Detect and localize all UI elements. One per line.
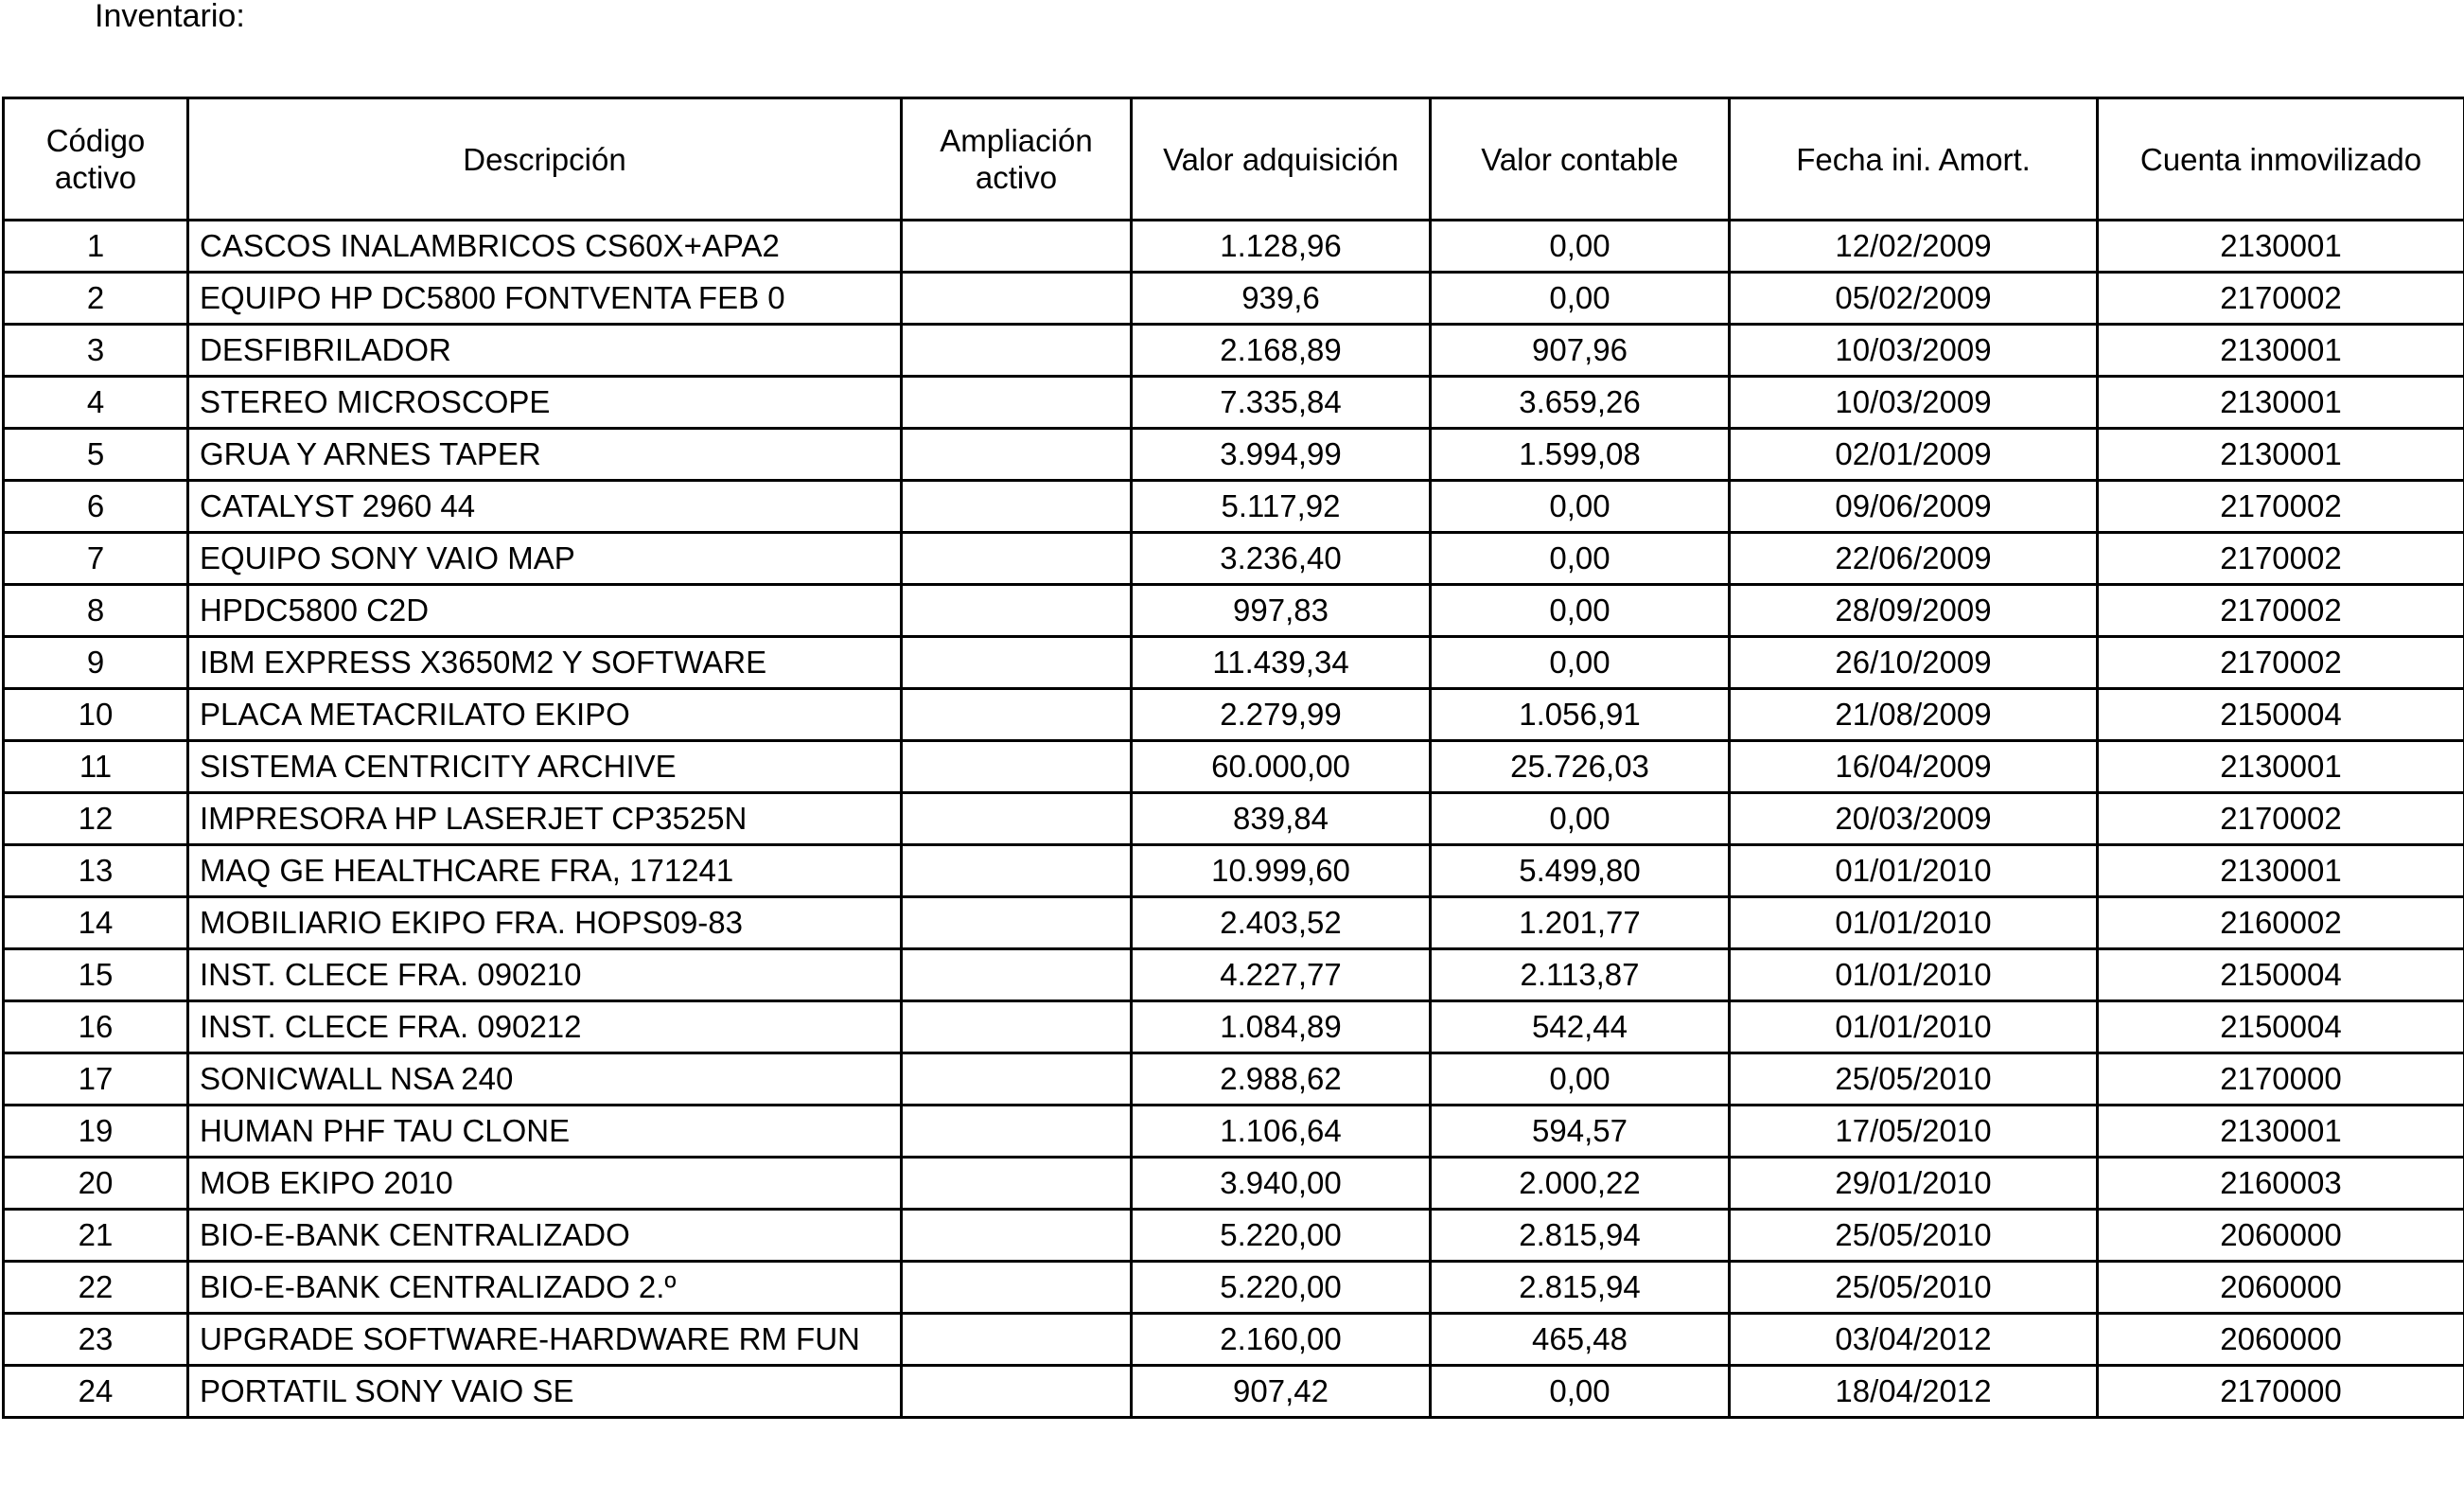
- cell-codigo: 8: [4, 585, 188, 637]
- header-valor-contable: Valor contable: [1431, 98, 1730, 221]
- cell-valor-contable: 0,00: [1431, 1053, 1730, 1106]
- cell-valor-contable: 465,48: [1431, 1314, 1730, 1366]
- table-row: [4, 1314, 2464, 1366]
- cell-fecha: 28/09/2009: [1730, 585, 2098, 637]
- cell-cuenta: 2130001: [2098, 221, 2464, 273]
- cell-fecha: 20/03/2009: [1730, 793, 2098, 845]
- cell-codigo: 23: [4, 1314, 188, 1366]
- cell-valor-adquisicion: 997,83: [1132, 585, 1431, 637]
- cell-cuenta: 2130001: [2098, 325, 2464, 377]
- cell-valor-adquisicion: 2.988,62: [1132, 1053, 1431, 1106]
- cell-fecha: 21/08/2009: [1730, 689, 2098, 741]
- cell-valor-contable: 0,00: [1431, 533, 1730, 585]
- cell-cuenta: 2130001: [2098, 429, 2464, 481]
- cell-cuenta: 2060000: [2098, 1262, 2464, 1314]
- cell-fecha: 01/01/2010: [1730, 845, 2098, 897]
- cell-descripcion: CASCOS INALAMBRICOS CS60X+APA2: [188, 221, 902, 273]
- table-row: [4, 1262, 2464, 1314]
- cell-cuenta: 2170000: [2098, 1366, 2464, 1418]
- table-row: [4, 429, 2464, 481]
- table-row: [4, 1001, 2464, 1053]
- cell-cuenta: 2170002: [2098, 793, 2464, 845]
- cell-ampliacion: [902, 1106, 1132, 1158]
- cell-codigo: 13: [4, 845, 188, 897]
- cell-valor-contable: 0,00: [1431, 585, 1730, 637]
- cell-codigo: 22: [4, 1262, 188, 1314]
- cell-descripcion: CATALYST 2960 44: [188, 481, 902, 533]
- cell-fecha: 03/04/2012: [1730, 1314, 2098, 1366]
- cell-descripcion: UPGRADE SOFTWARE-HARDWARE RM FUN: [188, 1314, 902, 1366]
- cell-ampliacion: [902, 533, 1132, 585]
- cell-fecha: 25/05/2010: [1730, 1210, 2098, 1262]
- cell-valor-contable: 25.726,03: [1431, 741, 1730, 793]
- cell-descripcion: EQUIPO SONY VAIO MAP: [188, 533, 902, 585]
- cell-valor-adquisicion: 7.335,84: [1132, 377, 1431, 429]
- cell-ampliacion: [902, 585, 1132, 637]
- cell-cuenta: 2150004: [2098, 949, 2464, 1001]
- cell-descripcion: GRUA Y ARNES TAPER: [188, 429, 902, 481]
- cell-valor-contable: 0,00: [1431, 481, 1730, 533]
- cell-valor-contable: 1.599,08: [1431, 429, 1730, 481]
- cell-descripcion: HPDC5800 C2D: [188, 585, 902, 637]
- table-row: [4, 1053, 2464, 1106]
- header-codigo-activo: Código activo: [4, 98, 188, 221]
- cell-valor-contable: 1.056,91: [1431, 689, 1730, 741]
- cell-valor-adquisicion: 4.227,77: [1132, 949, 1431, 1001]
- cell-descripcion: PORTATIL SONY VAIO SE: [188, 1366, 902, 1418]
- cell-codigo: 9: [4, 637, 188, 689]
- cell-valor-contable: 2.113,87: [1431, 949, 1730, 1001]
- cell-valor-contable: 542,44: [1431, 1001, 1730, 1053]
- cell-descripcion: HUMAN PHF TAU CLONE: [188, 1106, 902, 1158]
- cell-valor-contable: 1.201,77: [1431, 897, 1730, 949]
- cell-cuenta: 2170002: [2098, 481, 2464, 533]
- cell-ampliacion: [902, 637, 1132, 689]
- cell-codigo: 21: [4, 1210, 188, 1262]
- cell-descripcion: BIO-E-BANK CENTRALIZADO: [188, 1210, 902, 1262]
- table-row: [4, 845, 2464, 897]
- cell-fecha: 25/05/2010: [1730, 1053, 2098, 1106]
- cell-codigo: 19: [4, 1106, 188, 1158]
- cell-cuenta: 2060000: [2098, 1210, 2464, 1262]
- table-row: [4, 741, 2464, 793]
- cell-fecha: 12/02/2009: [1730, 221, 2098, 273]
- table-row: [4, 897, 2464, 949]
- cell-fecha: 05/02/2009: [1730, 273, 2098, 325]
- cell-valor-adquisicion: 10.999,60: [1132, 845, 1431, 897]
- cell-ampliacion: [902, 741, 1132, 793]
- cell-descripcion: IMPRESORA HP LASERJET CP3525N: [188, 793, 902, 845]
- table-row: [4, 1158, 2464, 1210]
- table-row: [4, 221, 2464, 273]
- cell-valor-adquisicion: 3.236,40: [1132, 533, 1431, 585]
- cell-codigo: 24: [4, 1366, 188, 1418]
- cell-ampliacion: [902, 1001, 1132, 1053]
- cell-cuenta: 2130001: [2098, 845, 2464, 897]
- cell-codigo: 14: [4, 897, 188, 949]
- cell-cuenta: 2160002: [2098, 897, 2464, 949]
- cell-fecha: 09/06/2009: [1730, 481, 2098, 533]
- cell-valor-contable: 0,00: [1431, 793, 1730, 845]
- cell-valor-adquisicion: 5.220,00: [1132, 1262, 1431, 1314]
- cell-codigo: 2: [4, 273, 188, 325]
- cell-fecha: 17/05/2010: [1730, 1106, 2098, 1158]
- cell-ampliacion: [902, 1053, 1132, 1106]
- page-title: Inventario:: [95, 0, 245, 34]
- cell-codigo: 3: [4, 325, 188, 377]
- cell-fecha: 01/01/2010: [1730, 897, 2098, 949]
- cell-codigo: 7: [4, 533, 188, 585]
- cell-cuenta: 2170002: [2098, 585, 2464, 637]
- cell-ampliacion: [902, 845, 1132, 897]
- cell-cuenta: 2170002: [2098, 533, 2464, 585]
- cell-codigo: 10: [4, 689, 188, 741]
- cell-codigo: 20: [4, 1158, 188, 1210]
- cell-ampliacion: [902, 429, 1132, 481]
- cell-fecha: 25/05/2010: [1730, 1262, 2098, 1314]
- table-row: [4, 377, 2464, 429]
- cell-valor-adquisicion: 839,84: [1132, 793, 1431, 845]
- cell-descripcion: SONICWALL NSA 240: [188, 1053, 902, 1106]
- cell-valor-adquisicion: 2.279,99: [1132, 689, 1431, 741]
- cell-descripcion: BIO-E-BANK CENTRALIZADO 2.º: [188, 1262, 902, 1314]
- cell-cuenta: 2170002: [2098, 637, 2464, 689]
- cell-codigo: 12: [4, 793, 188, 845]
- table-row: [4, 325, 2464, 377]
- cell-ampliacion: [902, 481, 1132, 533]
- cell-valor-adquisicion: 2.160,00: [1132, 1314, 1431, 1366]
- cell-descripcion: EQUIPO HP DC5800 FONTVENTA FEB 0: [188, 273, 902, 325]
- cell-valor-contable: 2.000,22: [1431, 1158, 1730, 1210]
- cell-codigo: 11: [4, 741, 188, 793]
- cell-codigo: 4: [4, 377, 188, 429]
- table-row: [4, 793, 2464, 845]
- cell-valor-contable: 2.815,94: [1431, 1210, 1730, 1262]
- table-row: [4, 533, 2464, 585]
- cell-descripcion: IBM EXPRESS X3650M2 Y SOFTWARE: [188, 637, 902, 689]
- header-descripcion: Descripción: [188, 98, 902, 221]
- cell-cuenta: 2170000: [2098, 1053, 2464, 1106]
- cell-ampliacion: [902, 949, 1132, 1001]
- cell-ampliacion: [902, 325, 1132, 377]
- cell-cuenta: 2160003: [2098, 1158, 2464, 1210]
- cell-codigo: 1: [4, 221, 188, 273]
- cell-cuenta: 2130001: [2098, 1106, 2464, 1158]
- cell-valor-adquisicion: 60.000,00: [1132, 741, 1431, 793]
- table-row: [4, 1366, 2464, 1418]
- cell-valor-contable: 907,96: [1431, 325, 1730, 377]
- cell-cuenta: 2130001: [2098, 377, 2464, 429]
- cell-valor-adquisicion: 3.994,99: [1132, 429, 1431, 481]
- cell-fecha: 02/01/2009: [1730, 429, 2098, 481]
- cell-descripcion: MOB EKIPO 2010: [188, 1158, 902, 1210]
- cell-ampliacion: [902, 273, 1132, 325]
- cell-fecha: 26/10/2009: [1730, 637, 2098, 689]
- cell-valor-contable: 0,00: [1431, 273, 1730, 325]
- cell-valor-adquisicion: 2.403,52: [1132, 897, 1431, 949]
- cell-fecha: 10/03/2009: [1730, 325, 2098, 377]
- table-row: [4, 481, 2464, 533]
- cell-descripcion: INST. CLECE FRA. 090210: [188, 949, 902, 1001]
- cell-ampliacion: [902, 1366, 1132, 1418]
- inventory-table: [2, 97, 2464, 1419]
- cell-fecha: 01/01/2010: [1730, 949, 2098, 1001]
- cell-valor-adquisicion: 1.128,96: [1132, 221, 1431, 273]
- cell-ampliacion: [902, 1314, 1132, 1366]
- cell-valor-adquisicion: 5.117,92: [1132, 481, 1431, 533]
- cell-valor-adquisicion: 1.084,89: [1132, 1001, 1431, 1053]
- cell-valor-adquisicion: 907,42: [1132, 1366, 1431, 1418]
- cell-valor-adquisicion: 939,6: [1132, 273, 1431, 325]
- cell-valor-adquisicion: 5.220,00: [1132, 1210, 1431, 1262]
- table-row: [4, 949, 2464, 1001]
- cell-fecha: 29/01/2010: [1730, 1158, 2098, 1210]
- cell-descripcion: MAQ GE HEALTHCARE FRA, 171241: [188, 845, 902, 897]
- table-header: [4, 98, 2464, 221]
- table-row: [4, 1210, 2464, 1262]
- table-body: [4, 221, 2464, 1418]
- cell-codigo: 6: [4, 481, 188, 533]
- header-fecha-ini-amort: Fecha ini. Amort.: [1730, 98, 2098, 221]
- cell-fecha: 18/04/2012: [1730, 1366, 2098, 1418]
- cell-cuenta: 2150004: [2098, 689, 2464, 741]
- table-row: [4, 1106, 2464, 1158]
- table-row: [4, 585, 2464, 637]
- cell-descripcion: SISTEMA CENTRICITY ARCHIVE: [188, 741, 902, 793]
- cell-valor-contable: 5.499,80: [1431, 845, 1730, 897]
- cell-ampliacion: [902, 1262, 1132, 1314]
- table-row: [4, 273, 2464, 325]
- cell-valor-contable: 2.815,94: [1431, 1262, 1730, 1314]
- cell-ampliacion: [902, 221, 1132, 273]
- cell-ampliacion: [902, 689, 1132, 741]
- cell-codigo: 16: [4, 1001, 188, 1053]
- cell-descripcion: STEREO MICROSCOPE: [188, 377, 902, 429]
- cell-valor-adquisicion: 1.106,64: [1132, 1106, 1431, 1158]
- cell-descripcion: DESFIBRILADOR: [188, 325, 902, 377]
- cell-codigo: 17: [4, 1053, 188, 1106]
- cell-valor-contable: 3.659,26: [1431, 377, 1730, 429]
- cell-cuenta: 2170002: [2098, 273, 2464, 325]
- cell-ampliacion: [902, 1158, 1132, 1210]
- cell-valor-adquisicion: 11.439,34: [1132, 637, 1431, 689]
- cell-valor-contable: 0,00: [1431, 1366, 1730, 1418]
- cell-cuenta: 2060000: [2098, 1314, 2464, 1366]
- cell-cuenta: 2130001: [2098, 741, 2464, 793]
- cell-descripcion: INST. CLECE FRA. 090212: [188, 1001, 902, 1053]
- table-row: [4, 689, 2464, 741]
- cell-fecha: 16/04/2009: [1730, 741, 2098, 793]
- cell-valor-adquisicion: 2.168,89: [1132, 325, 1431, 377]
- header-valor-adquisicion: Valor adquisición: [1132, 98, 1431, 221]
- table-row: [4, 637, 2464, 689]
- cell-fecha: 10/03/2009: [1730, 377, 2098, 429]
- cell-ampliacion: [902, 1210, 1132, 1262]
- cell-ampliacion: [902, 793, 1132, 845]
- cell-valor-contable: 0,00: [1431, 637, 1730, 689]
- cell-valor-contable: 594,57: [1431, 1106, 1730, 1158]
- cell-codigo: 5: [4, 429, 188, 481]
- cell-ampliacion: [902, 897, 1132, 949]
- cell-ampliacion: [902, 377, 1132, 429]
- cell-descripcion: PLACA METACRILATO EKIPO: [188, 689, 902, 741]
- cell-descripcion: MOBILIARIO EKIPO FRA. HOPS09-83: [188, 897, 902, 949]
- cell-fecha: 01/01/2010: [1730, 1001, 2098, 1053]
- cell-valor-adquisicion: 3.940,00: [1132, 1158, 1431, 1210]
- header-row: [4, 98, 2464, 221]
- cell-valor-contable: 0,00: [1431, 221, 1730, 273]
- cell-fecha: 22/06/2009: [1730, 533, 2098, 585]
- cell-cuenta: 2150004: [2098, 1001, 2464, 1053]
- cell-codigo: 15: [4, 949, 188, 1001]
- header-ampliacion-activo: Ampliación activo: [902, 98, 1132, 221]
- header-cuenta-inmovilizado: Cuenta inmovilizado: [2098, 98, 2464, 221]
